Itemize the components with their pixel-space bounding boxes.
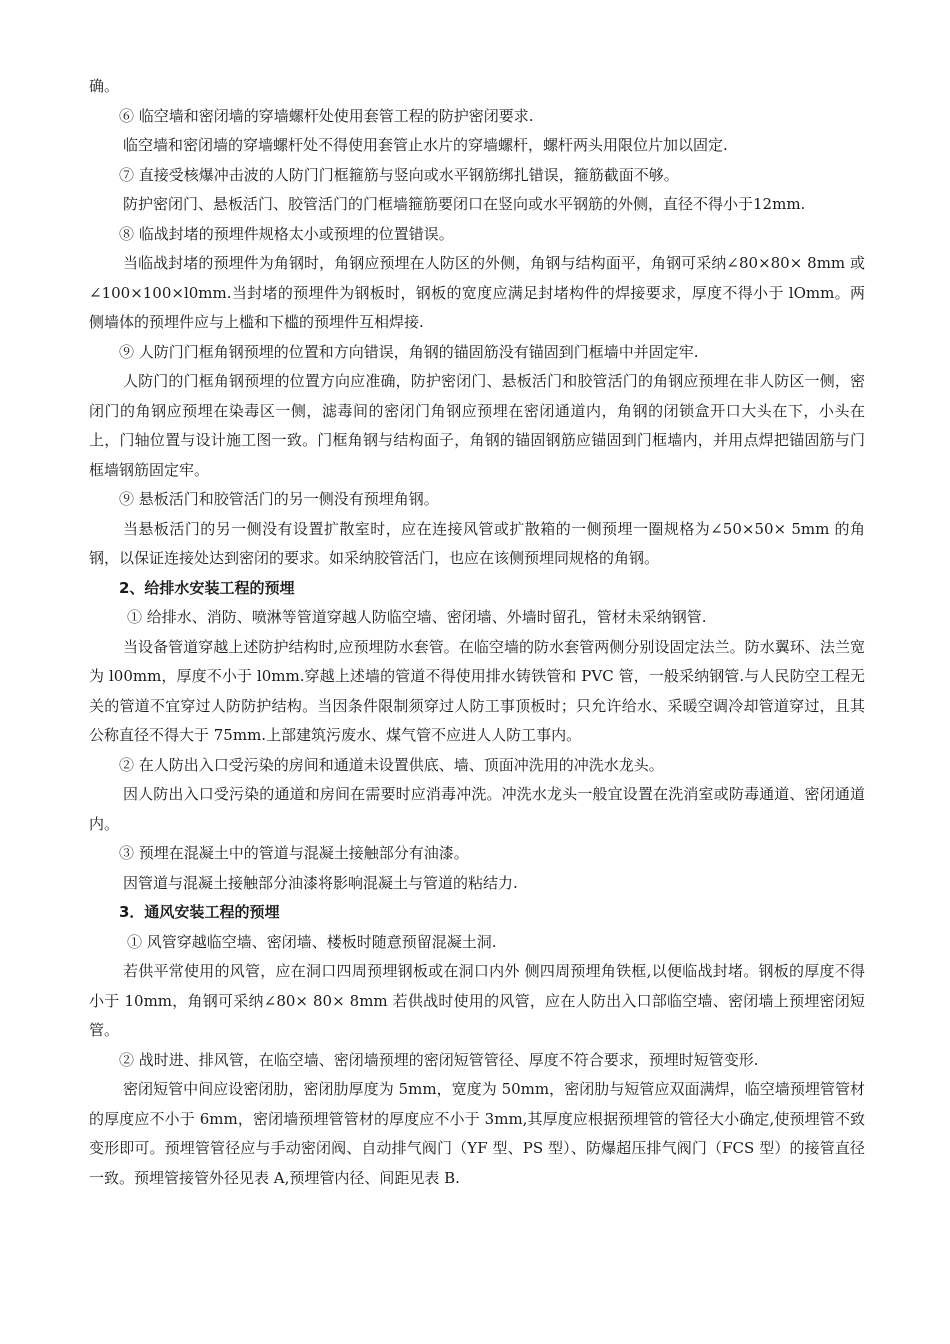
item-6-title: ⑥ 临空墙和密闭墙的穿墙螺杆处使用套管工程的防护密闭要求. — [119, 106, 534, 125]
item-8-title: ⑧ 临战封堵的预埋件规格太小或预埋的位置错误。 — [119, 224, 454, 243]
plumbing-item-1-title: ① 给排水、消防、喷淋等管道穿越人防临空墙、密闭墙、外墙时留孔，管材未采纳钢管. — [127, 608, 707, 626]
item-6-body: 临空墙和密闭墙的穿墙螺杆处不得使用套管止水片的穿墙螺杆，螺杆两头用限位片加以固定. — [123, 136, 728, 154]
item-8-body: 当临战封堵的预埋件为角钢时，角钢应预埋在人防区的外侧，角钢与结构面平，角钢可采纳∠80×80× 8mm 或∠100×100×l0mm.当封堵的预埋件为钢板时，钢板的宽度应满足封堵构件的焊接要求，厚度不得小于 lOmm。两侧墙体的预埋件应与上槛和下槛的预埋件互相焊接. — [89, 254, 865, 331]
plumbing-item-3-body: 因管道与混凝土接触部分油漆将影响混凝土与管道的粘结力. — [123, 873, 518, 892]
item-7-body: 防护密闭门、悬板活门、胶管活门的门框墙箍筋要闭口在竖向或水平钢筋的外侧，直径不得小于12mm. — [123, 195, 806, 213]
item-9a-title: ⑨ 人防门门框角钢预埋的位置和方向错误，角钢的锚固筋没有锚固到门框墙中并固定牢. — [119, 342, 699, 361]
plumbing-item-2-body: 因人防出入口受污染的通道和房间在需要时应消毒冲洗。冲洗水龙头一般宜设置在洗消室或防毒通道、密闭通道内。 — [89, 785, 865, 833]
item-7-title: ⑦ 直接受核爆冲击波的人防门门框箍筋与竖向或水平钢筋绑扎错误，箍筋截面不够。 — [119, 165, 679, 184]
section-heading-ventilation: 3．通风安装工程的预埋 — [119, 903, 280, 921]
ventilation-item-1-body: 若供平常使用的风管，应在洞口四周预埋钢板或在洞口内外 侧四周预埋角铁框,以便临战封堵。钢板的厚度不得小于 10mm，角钢可采纳∠80× 80× 8mm 若供战时使用的风管，应在人防出入口部临空墙、密闭墙上预埋密闭短管。 — [89, 962, 865, 1039]
plumbing-item-1-body: 当设备管道穿越上述防护结构时,应预埋防水套管。在临空墙的防水套管两侧分别设固定法兰。防水翼环、法兰宽为 l00mm，厚度不小于 l0mm.穿越上述墙的管道不得使用排水铸铁管和 PVC 管，一般采纳钢管.与人民防空工程无关的管道不宜穿过人防防护结构。当因条件限制须穿过人防工事顶板时；只允许给水、采暖空调冷却管道穿过，且其公称直径不得大于 75mm.上部建筑污废水、煤气管不应进人人防工事内。 — [89, 637, 865, 744]
plumbing-item-3-title: ③ 预埋在混凝土中的管道与混凝土接触部分有油漆。 — [119, 844, 469, 862]
ventilation-item-2-body: 密闭短管中间应设密闭肋，密闭肋厚度为 5mm，宽度为 50mm，密闭肋与短管应双面满焊，临空墙预埋管管材的厚度应不小于 6mm，密闭墙预埋管管材的厚度应不小于 3mm,其厚度应根据预埋管的管径大小确定,使预埋管不致变形即可。预埋管管径应与手动密闭阀、自动排气阀门（YF 型、PS 型）、防爆超压排气阀门（FCS 型）的接管直径一致。预埋管接管外径见表 A,预埋管内径、间距见表 B. — [89, 1080, 865, 1187]
item-9b-title: ⑨ 悬板活门和胶管活门的另一侧没有预埋角钢。 — [119, 490, 439, 508]
section-heading-plumbing: 2、给排水安装工程的预埋 — [119, 578, 295, 597]
item-9a-body: 人防门的门框角钢预埋的位置方向应准确，防护密闭门、悬板活门和胶管活门的角钢应预埋在非人防区一侧，密闭门的角钢应预埋在染毒区一侧，滤毒间的密闭门角钢应预埋在密闭通道内，角钢的闭锁盒开口大头在下，小头在上，门轴位置与设计施工图一致。门框角钢与结构面子，角钢的锚固钢筋应锚固到门框墙内，并用点焊把锚固筋与门框墙钢筋固定牢。 — [89, 372, 865, 479]
item-9b-body: 当悬板活门的另一侧没有设置扩散室时，应在连接风管或扩散箱的一侧预埋一圈规格为∠50×50× 5mm 的角钢，以保证连接处达到密闭的要求。如采纳胶管活门，也应在该侧预埋同规格的角钢。 — [89, 519, 865, 567]
paragraph-fragment: 确。 — [89, 77, 120, 95]
document-page — [89, 72, 865, 1193]
plumbing-item-2-title: ② 在人防出入口受污染的房间和通道未设置供底、墙、顶面冲洗用的冲洗水龙头。 — [119, 755, 664, 774]
ventilation-item-1-title: ① 风管穿越临空墙、密闭墙、楼板时随意预留混凝土洞. — [127, 932, 497, 951]
ventilation-item-2-title: ② 战时进、排风管，在临空墙、密闭墙预埋的密闭短管管径、厚度不符合要求，预埋时短管变形. — [119, 1050, 759, 1069]
